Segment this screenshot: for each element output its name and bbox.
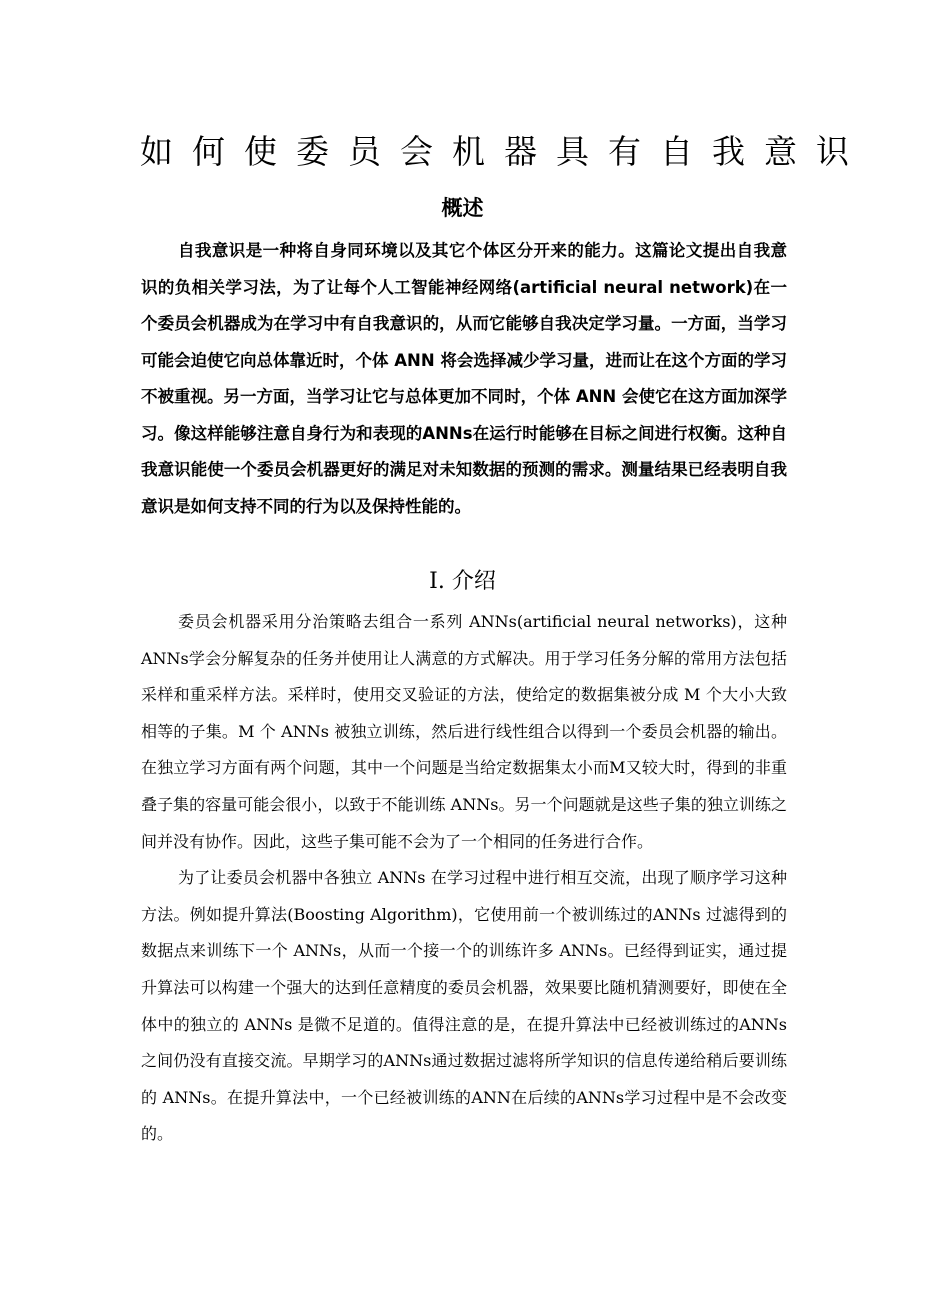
abstract-text: 自我意识是一种将自身同环境以及其它个体区分开来的能力。这篇论文提出自我意识的负相关学习法，为了让每个人工智能神经网络(artificial neural network)在一个委员会机器成为在学习中有自我意识的，从而它能够自我决定学习量。一方面，当学习可能会迫使它向总体靠近时，个体 ANN 将会选择减少学习量，进而让在这个方面的学习不被重视。另一方面，当学习让它与总体更加不同时，个体 ANN 会使它在这方面加深学习。像这样能够注意自身行为和表现的ANNs在运行时能够在目标之间进行权衡。这种自我意识能使一个委员会机器更好的满足对未知数据的预测的需求。测量结果已经表明自我意识是如何支持不同的行为以及保持性能的。 <box>141 241 787 516</box>
abstract-heading: 概述 <box>441 196 484 220</box>
section-body-introduction <box>141 604 787 1153</box>
paper-title: 如何使委员会机器具有自我意识 <box>140 132 868 172</box>
paragraph: 为了让委员会机器中各独立 ANNs 在学习过程中进行相互交流，出现了顺序学习这种方法。例如提升算法(Boosting Algorithm)，它使用前一个被训练过的ANNs 过滤得到的数据点来训练下一个 ANNs，从而一个接一个的训练许多 ANNs。已经得到证实，通过提升算法可以构建一个强大的达到任意精度的委员会机器，效果要比随机猜测要好，即使在全体中的独立的 ANNs 是微不足道的。值得注意的是，在提升算法中已经被训练过的ANNs之间仍没有直接交流。早期学习的ANNs通过数据过滤将所学知识的信息传递给稍后要训练的 ANNs。在提升算法中，一个已经被训练的ANN在后续的ANNs学习过程中是不会改变的。 <box>141 868 787 1144</box>
section-heading-introduction: Ⅰ. 介绍 <box>429 569 496 594</box>
paragraph: 委员会机器采用分治策略去组合一系列 ANNs(artificial neural networks)，这种ANNs学会分解复杂的任务并使用让人满意的方式解决。用于学习任务分解的常用方法包括采样和重采样方法。采样时，使用交叉验证的方法，使给定的数据集被分成 M 个大小大致相等的子集。M 个 ANNs 被独立训练，然后进行线性组合以得到一个委员会机器的输出。在独立学习方面有两个问题，其中一个问题是当给定数据集太小而M又较大时，得到的非重叠子集的容量可能会很小，以致于不能训练 ANNs。另一个问题就是这些子集的独立训练之间并没有协作。因此，这些子集可能不会为了一个相同的任务进行合作。 <box>141 612 787 851</box>
